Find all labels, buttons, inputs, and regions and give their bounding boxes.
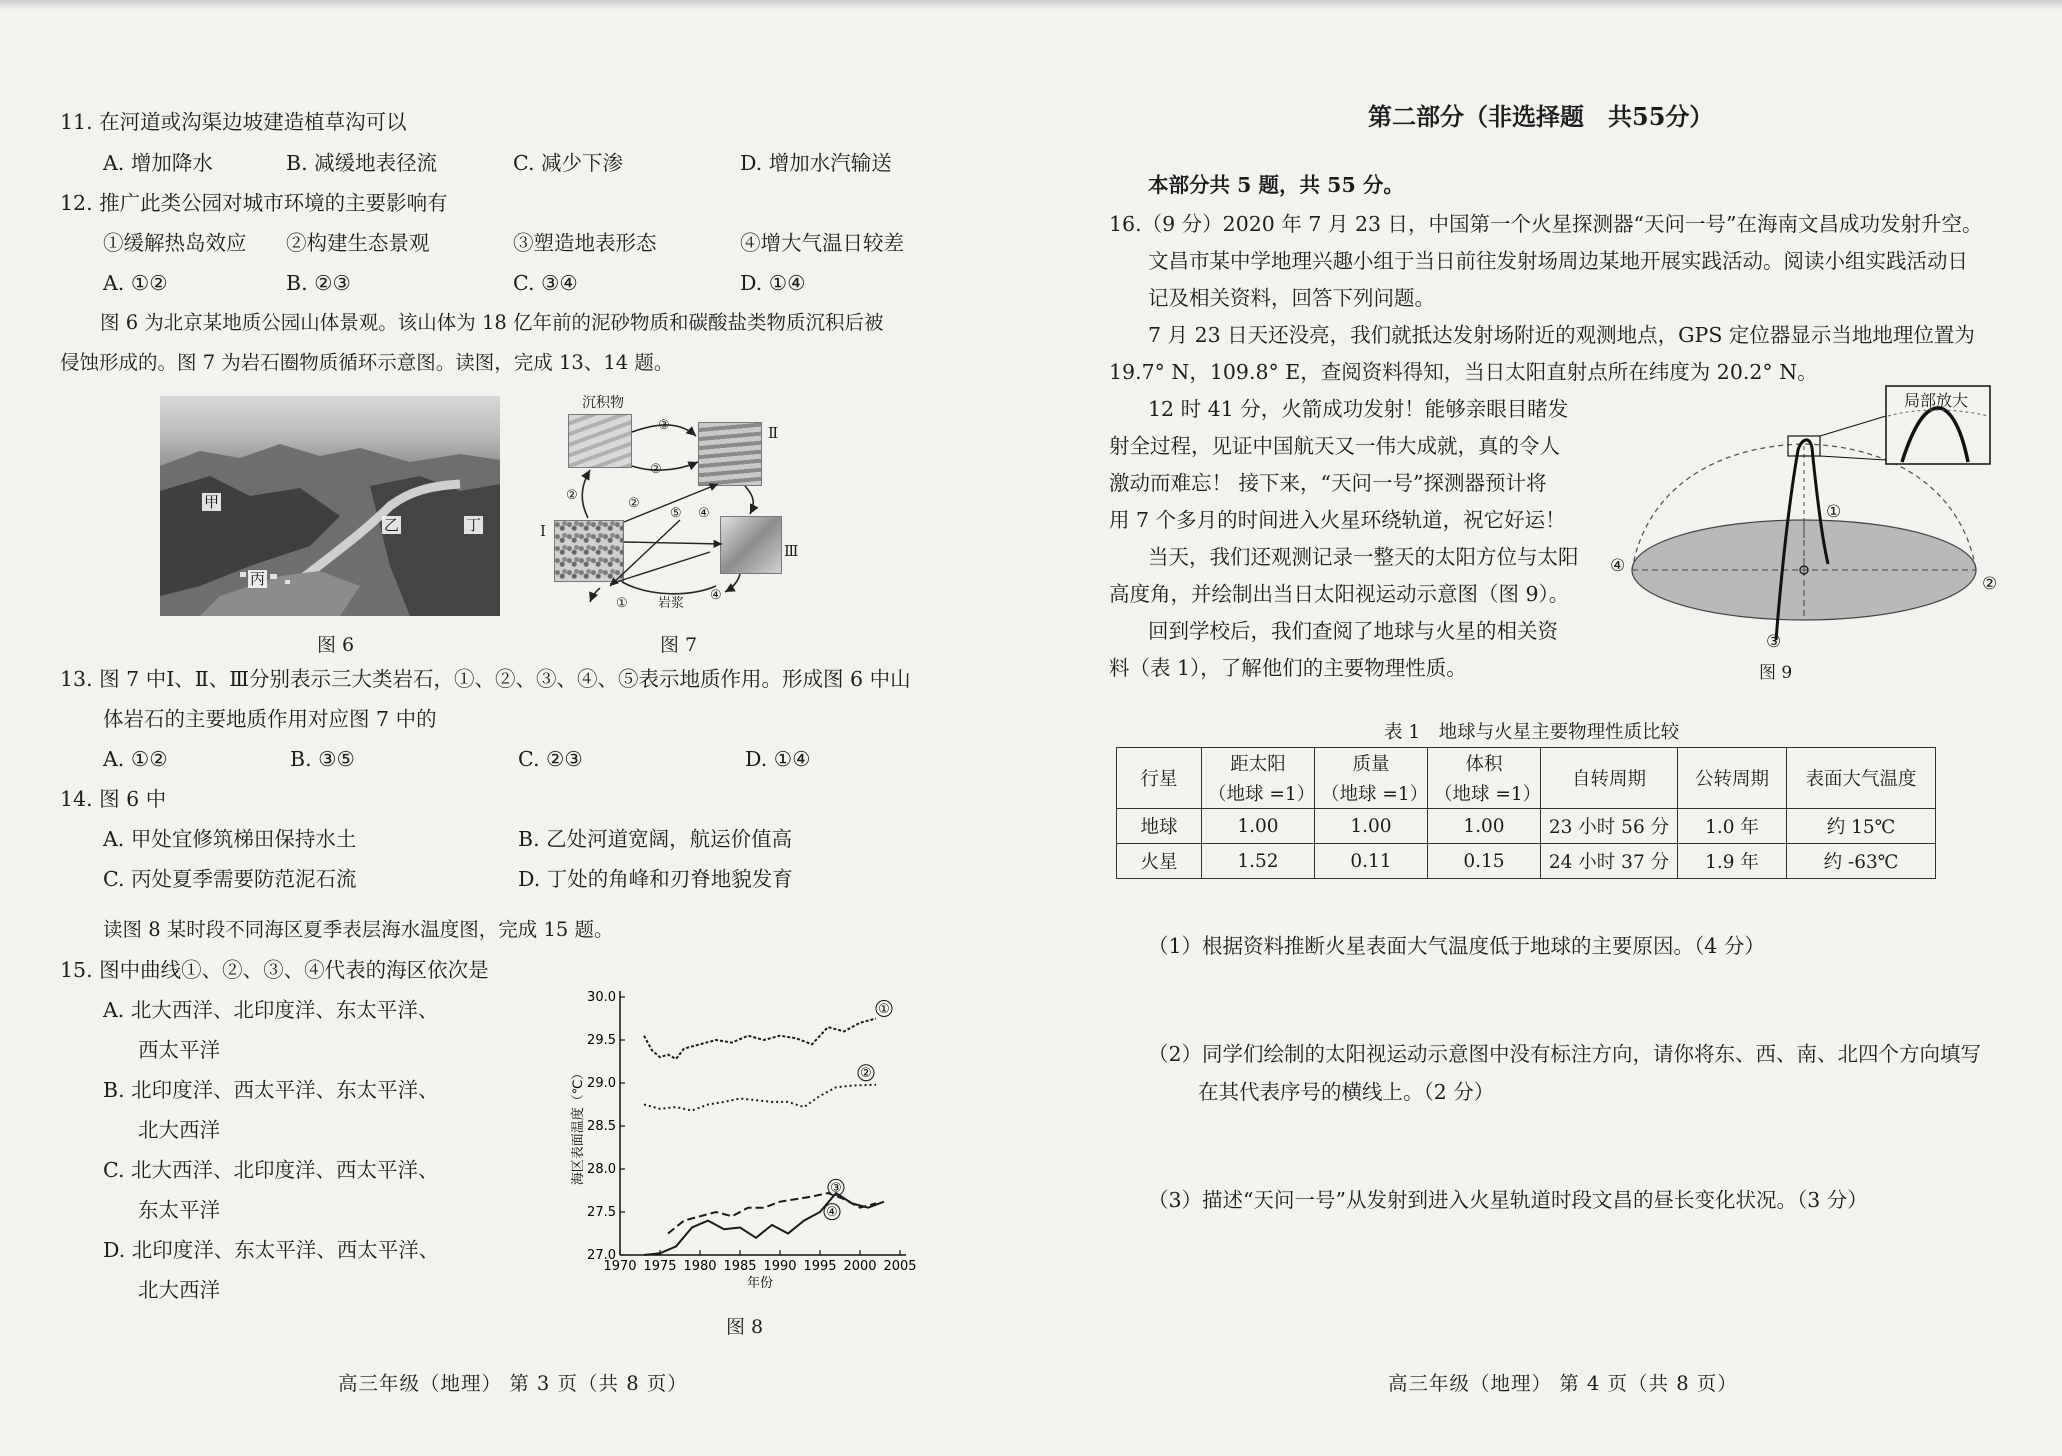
table1-cell: 约 -63℃ (1787, 844, 1936, 879)
fig7-arrow-2b: ② (566, 488, 578, 503)
table-row (1117, 809, 1936, 844)
fig7-rock-cycle (540, 392, 800, 612)
q15-option-b[interactable]: B. 北印度洋、西太平洋、东太平洋、 (103, 1078, 439, 1102)
fig9-marker-4: ④ (1610, 556, 1626, 576)
table1-header-distance: 距太阳 (1202, 748, 1315, 779)
fig8-x-tick-label: 2005 (883, 1259, 917, 1274)
fig8-y-tick-label: 29.5 (587, 1033, 616, 1048)
fig7-label-magma: 岩浆 (658, 596, 685, 611)
table1-header-rotation: 自转周期 (1541, 748, 1678, 809)
q13-option-a[interactable]: A. ①② (103, 747, 168, 771)
q15-option-d-cont: 北大西洋 (138, 1278, 220, 1302)
fig6-label-yi: 乙 (384, 516, 400, 534)
q12-option-d[interactable]: D. ①④ (740, 271, 806, 295)
table1-cell: 火星 (1117, 844, 1202, 879)
q14-stem: 14. 图 6 中 (60, 787, 167, 811)
fig6-landscape-photo (160, 396, 500, 616)
q13-option-b[interactable]: B. ③⑤ (290, 747, 355, 771)
fig8-series-label-1: ① (878, 1002, 890, 1017)
fig8-series-label-2: ② (860, 1066, 872, 1082)
q14-option-d[interactable]: D. 丁处的角峰和刃脊地貌发育 (518, 867, 793, 891)
q16-intro-line-2: 文昌市某中学地理兴趣小组于当日前往发射场周边某地开展实践活动。阅读小组实践活动日 (1148, 249, 1968, 273)
q15-option-c[interactable]: C. 北大西洋、北印度洋、西太平洋、 (103, 1158, 439, 1182)
table1-cell: 1.00 (1202, 809, 1315, 844)
q12-item-3: ③塑造地表形态 (513, 231, 657, 255)
fig8-x-tick-label: 1990 (763, 1259, 797, 1274)
q11-option-b[interactable]: B. 减缓地表径流 (286, 151, 438, 175)
q14-option-a[interactable]: A. 甲处宜修筑梯田保持水土 (103, 827, 357, 851)
table1-cell: 0.11 (1315, 844, 1428, 879)
section-title: 第二部分（非选择题 共55分） (1368, 102, 1714, 131)
q14-option-c[interactable]: C. 丙处夏季需要防范泥石流 (103, 867, 357, 891)
q12-option-c[interactable]: C. ③④ (513, 271, 578, 295)
fig9-drawing (1576, 378, 2016, 678)
table1-header-temperature: 表面大气温度 (1787, 748, 1936, 809)
intro-13-14-line-2: 侵蚀形成的。图 7 为岩石圈物质循环示意图。读图，完成 13、14 题。 (60, 351, 674, 374)
fig7-label-rock-ii: Ⅱ (768, 424, 779, 442)
fig8-series-line-1 (644, 1019, 876, 1059)
fig8-y-tick-label: 28.5 (587, 1119, 616, 1134)
fig8-x-tick-label: 1975 (643, 1259, 677, 1274)
section-note: 本部分共 5 题，共 55 分。 (1148, 173, 1404, 197)
q16-intro-line-1: 16.（9 分）2020 年 7 月 23 日，中国第一个火星探测器“天问一号”在海南文昌成功发射升空。 (1109, 212, 1983, 236)
fig8-y-tick-label: 27.5 (587, 1205, 616, 1220)
diary-2-line-6: 高度角，并绘制出当日太阳视运动示意图（图 9）。 (1109, 582, 1570, 606)
fig6-label-ding: 丁 (466, 516, 482, 534)
q12-item-1: ①缓解热岛效应 (103, 231, 247, 255)
left-page-footer: 高三年级（地理） 第 3 页（共 8 页） (338, 1372, 688, 1395)
fig7-arrows (540, 392, 800, 612)
q15-option-a-cont: 西太平洋 (138, 1038, 220, 1062)
table1-header-row (1117, 748, 1936, 779)
q15-option-b-cont: 北大西洋 (138, 1118, 220, 1142)
fig9-zoom-label: 局部放大 (1904, 391, 1969, 410)
fig8-series-label-4: ④ (826, 1205, 838, 1221)
table1-header-mass: 质量 (1315, 748, 1428, 779)
table1-header-revolution: 公转周期 (1678, 748, 1787, 809)
q11-stem: 11. 在河道或沟渠边坡建造植草沟可以 (60, 110, 407, 134)
fig8-y-tick-label: 28.0 (587, 1162, 616, 1177)
fig7-arrow-2a: ② (650, 462, 662, 477)
q12-stem: 12. 推广此类公园对城市环境的主要影响有 (60, 191, 448, 215)
table-row (1117, 844, 1936, 879)
diary-1-line-1: 7 月 23 日天还没亮，我们就抵达发射场附近的观测地点，GPS 定位器显示当地地理位置为 (1148, 323, 1975, 347)
q12-item-2: ②构建生态景观 (286, 231, 430, 255)
right-page (1031, 0, 2062, 1456)
fig8-x-axis-label: 年份 (746, 1276, 774, 1291)
fig8-y-axis-label: 海区表面温度（℃） (571, 1066, 586, 1186)
q12-item-4: ④增大气温日较差 (740, 231, 904, 255)
q15-option-a[interactable]: A. 北大西洋、北印度洋、东太平洋、 (103, 998, 439, 1022)
fig7-label-rock-i: Ⅰ (540, 522, 546, 540)
fig9-caption: 图 9 (1759, 663, 1793, 683)
fig7-caption: 图 7 (660, 634, 698, 656)
fig9-marker-1: ① (1826, 502, 1842, 522)
table1 (1116, 747, 1936, 879)
table1-cell: 1.9 年 (1678, 844, 1787, 879)
table1-cell: 0.15 (1428, 844, 1541, 879)
fig8-x-tick-label: 1995 (803, 1259, 837, 1274)
fig7-arrow-3: ③ (658, 418, 670, 433)
q16-sub2-line-2: 在其代表序号的横线上。（2 分） (1198, 1080, 1495, 1104)
fig7-label-rock-iii: Ⅲ (784, 542, 799, 560)
q13-option-c[interactable]: C. ②③ (518, 747, 583, 771)
table1-cell: 1.0 年 (1678, 809, 1787, 844)
q16-intro-line-3: 记及相关资料，回答下列问题。 (1148, 286, 1435, 310)
q11-option-d[interactable]: D. 增加水汽输送 (740, 151, 892, 175)
table1-header-volume-unit: （地球 =1） (1428, 778, 1541, 809)
fig8-sst-chart (560, 975, 920, 1295)
fig9-marker-3: ③ (1766, 632, 1782, 652)
table1-cell: 24 小时 37 分 (1541, 844, 1678, 879)
fig8-y-tick-label: 29.0 (587, 1076, 616, 1091)
fig6-label-jia: 甲 (204, 493, 220, 511)
fig7-arrow-2c: ② (628, 496, 640, 511)
fig8-y-tick-label: 27.0 (587, 1248, 616, 1263)
q13-stem-line-1: 13. 图 7 中Ⅰ、Ⅱ、Ⅲ分别表示三大类岩石，①、②、③、④、⑤表示地质作用。形成图 6 中山 (60, 667, 911, 691)
fig8-caption: 图 8 (726, 1316, 764, 1338)
q12-option-b[interactable]: B. ②③ (286, 271, 351, 295)
intro-15: 读图 8 某时段不同海区夏季表层海水温度图，完成 15 题。 (103, 918, 614, 941)
fig7-arrow-4b: ④ (710, 588, 722, 603)
diary-2-line-8: 料（表 1），了解他们的主要物理性质。 (1109, 656, 1467, 680)
diary-2-line-4: 用 7 个多月的时间进入火星环绕轨道，祝它好运！ (1109, 508, 1566, 532)
diary-2-line-5: 当天，我们还观测记录一整天的太阳方位与太阳 (1148, 545, 1579, 569)
fig7-arrow-5: ⑤ (670, 506, 682, 521)
fig7-arrow-4a: ④ (698, 506, 710, 521)
fig9-marker-2: ② (1982, 574, 1998, 594)
table1-header-mass-unit: （地球 =1） (1315, 778, 1428, 809)
q12-option-a[interactable]: A. ①② (103, 271, 168, 295)
q16-sub3: （3）描述“天问一号”从发射到进入火星轨道时段文昌的昼长变化状况。（3 分） (1148, 1188, 1868, 1212)
q16-sub1: （1）根据资料推断火星表面大气温度低于地球的主要原因。（4 分） (1148, 934, 1765, 958)
fig8-y-tick-label: 30.0 (587, 990, 616, 1005)
fig8-x-tick-label: 1985 (723, 1259, 757, 1274)
diary-2-line-7: 回到学校后，我们查阅了地球与火星的相关资 (1148, 619, 1558, 643)
q16-sub2-line-1: （2）同学们绘制的太阳视运动示意图中没有标注方向，请你将东、西、南、北四个方向填写 (1148, 1042, 1982, 1066)
q13-stem-line-2: 体岩石的主要地质作用对应图 7 中的 (103, 707, 437, 731)
diary-2-line-2: 射全过程，见证中国航天又一伟大成就，真的令人 (1109, 434, 1560, 458)
q15-option-c-cont: 东太平洋 (138, 1198, 220, 1222)
q15-option-d[interactable]: D. 北印度洋、东太平洋、西太平洋、 (103, 1238, 440, 1262)
q14-option-b[interactable]: B. 乙处河道宽阔，航运价值高 (518, 827, 793, 851)
fig8-series-line-2 (644, 1085, 876, 1111)
fig6-caption: 图 6 (317, 634, 355, 656)
table1-cell: 约 15℃ (1787, 809, 1936, 844)
fig6-label-bing: 丙 (250, 570, 266, 588)
intro-13-14-line-1: 图 6 为北京某地质公园山体景观。该山体为 18 亿年前的泥砂物质和碳酸盐类物质沉积后被 (100, 311, 884, 334)
q11-option-c[interactable]: C. 减少下渗 (513, 151, 623, 175)
fig8-series-label-3: ③ (830, 1180, 842, 1196)
table1-header-planet: 行星 (1117, 748, 1202, 809)
diary-2-line-1: 12 时 41 分，火箭成功发射！能够亲眼目睹发 (1148, 397, 1569, 421)
diary-1-line-2: 19.7° N，109.8° E，查阅资料得知，当日太阳直射点所在纬度为 20.2° N。 (1109, 360, 1818, 384)
fig7-label-sediment: 沉积物 (582, 395, 624, 411)
table1-header-distance-unit: （地球 =1） (1202, 778, 1315, 809)
table1-cell: 地球 (1117, 809, 1202, 844)
fig9-sun-path-diagram (1576, 378, 2016, 678)
diary-2-line-3: 激动而难忘！ 接下来，“天问一号”探测器预计将 (1109, 471, 1547, 495)
table1-header-volume: 体积 (1428, 748, 1541, 779)
table1-cell: 1.00 (1315, 809, 1428, 844)
table1-cell: 1.00 (1428, 809, 1541, 844)
q13-option-d[interactable]: D. ①④ (745, 747, 811, 771)
table1-cell: 23 小时 56 分 (1541, 809, 1678, 844)
fig8-x-tick-label: 1980 (683, 1259, 717, 1274)
q15-stem: 15. 图中曲线①、②、③、④代表的海区依次是 (60, 958, 489, 982)
table1-title: 表 1 地球与火星主要物理性质比较 (1384, 722, 1680, 743)
right-page-footer: 高三年级（地理） 第 4 页（共 8 页） (1388, 1372, 1738, 1395)
fig7-arrow-1: ① (616, 596, 628, 611)
fig8-x-tick-label: 1970 (603, 1259, 637, 1274)
q11-option-a[interactable]: A. 增加降水 (103, 151, 213, 175)
table1-cell: 1.52 (1202, 844, 1315, 879)
fig8-x-tick-label: 2000 (843, 1259, 877, 1274)
